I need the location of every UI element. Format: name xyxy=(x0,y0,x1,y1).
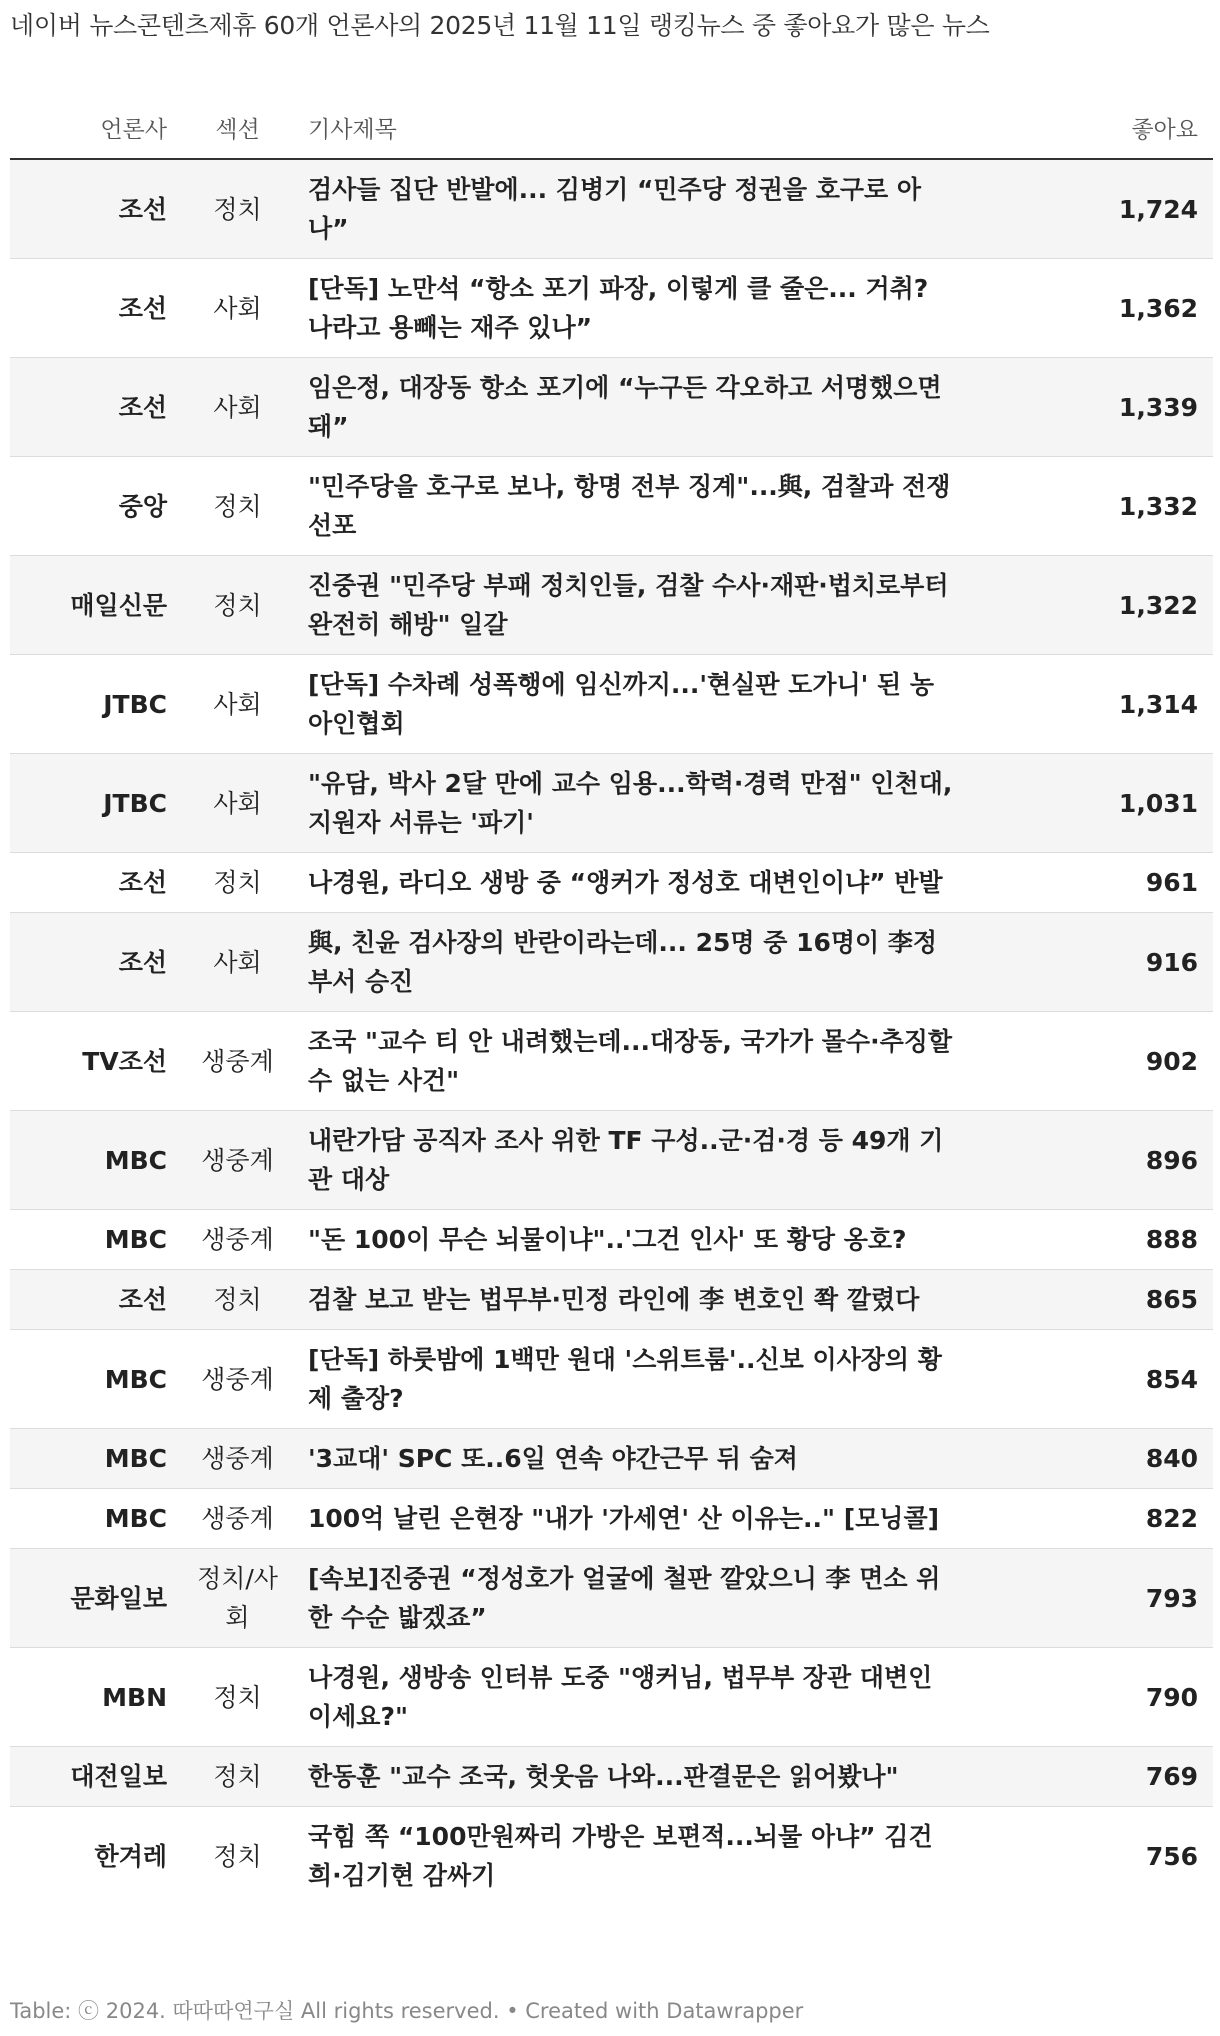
table-row xyxy=(10,1330,1213,1429)
cell-section: 사회 xyxy=(182,358,293,457)
cell-section: 생중계 xyxy=(182,1012,293,1111)
cell-section: 생중계 xyxy=(182,1111,293,1210)
cell-section: 정치 xyxy=(182,1270,293,1330)
table-row xyxy=(10,1210,1213,1270)
cell-press: MBC xyxy=(10,1330,182,1429)
cell-likes: 822 xyxy=(969,1489,1213,1549)
cell-press: 대전일보 xyxy=(10,1747,182,1807)
table-row xyxy=(10,1270,1213,1330)
cell-likes: 769 xyxy=(969,1747,1213,1807)
cell-title: "유담, 박사 2달 만에 교수 임용...학력·경력 만점" 인천대, 지원자 서류는 '파기' xyxy=(293,754,969,853)
cell-press: JTBC xyxy=(10,754,182,853)
cell-title: [단독] 하룻밤에 1백만 원대 '스위트룸'..신보 이사장의 황제 출장? xyxy=(293,1330,969,1429)
cell-title: 나경원, 생방송 인터뷰 도중 "앵커님, 법무부 장관 대변인이세요?" xyxy=(293,1648,969,1747)
cell-section: 정치 xyxy=(182,457,293,556)
cell-press: MBC xyxy=(10,1210,182,1270)
cell-likes: 902 xyxy=(969,1012,1213,1111)
cell-section: 생중계 xyxy=(182,1210,293,1270)
table-row xyxy=(10,1111,1213,1210)
cell-press: 조선 xyxy=(10,1270,182,1330)
cell-section: 생중계 xyxy=(182,1429,293,1489)
table-row xyxy=(10,913,1213,1012)
cell-title: 국힘 쪽 “100만원짜리 가방은 보편적...뇌물 아냐” 김건희·김기현 감싸기 xyxy=(293,1807,969,1906)
table-header-row xyxy=(10,96,1213,159)
cell-title: [단독] 노만석 “항소 포기 파장, 이렇게 클 줄은... 거취? 나라고 용빼는 재주 있나” xyxy=(293,259,969,358)
cell-likes: 916 xyxy=(969,913,1213,1012)
table-footer-credit: Table: ⓒ 2024. 따따따연구실 All rights reserved. • Created with Datawrapper xyxy=(10,1999,804,2023)
cell-press: 조선 xyxy=(10,853,182,913)
cell-section: 사회 xyxy=(182,259,293,358)
cell-press: 조선 xyxy=(10,159,182,259)
cell-title: [단독] 수차례 성폭행에 임신까지...'현실판 도가니' 된 농아인협회 xyxy=(293,655,969,754)
cell-title: 검찰 보고 받는 법무부·민정 라인에 李 변호인 쫙 깔렸다 xyxy=(293,1270,969,1330)
cell-press: 매일신문 xyxy=(10,556,182,655)
table-row xyxy=(10,1747,1213,1807)
cell-likes: 1,362 xyxy=(969,259,1213,358)
cell-press: MBC xyxy=(10,1429,182,1489)
cell-press: TV조선 xyxy=(10,1012,182,1111)
cell-press: 문화일보 xyxy=(10,1549,182,1648)
cell-likes: 896 xyxy=(969,1111,1213,1210)
table-row xyxy=(10,1489,1213,1549)
table-body xyxy=(10,159,1213,1905)
cell-section: 사회 xyxy=(182,754,293,853)
cell-section: 사회 xyxy=(182,655,293,754)
cell-title: 임은정, 대장동 항소 포기에 “누구든 각오하고 서명했으면 돼” xyxy=(293,358,969,457)
cell-section: 생중계 xyxy=(182,1489,293,1549)
table-row xyxy=(10,754,1213,853)
column-header-title[interactable]: 기사제목 xyxy=(293,96,969,159)
table-row xyxy=(10,556,1213,655)
cell-likes: 1,322 xyxy=(969,556,1213,655)
cell-section: 정치 xyxy=(182,1807,293,1906)
cell-likes: 790 xyxy=(969,1648,1213,1747)
table-row xyxy=(10,1648,1213,1747)
table-row xyxy=(10,1549,1213,1648)
cell-section: 정치 xyxy=(182,1648,293,1747)
cell-section: 정치/사회 xyxy=(182,1549,293,1648)
cell-title: 조국 "교수 티 안 내려했는데...대장동, 국가가 몰수·추징할 수 없는 사건" xyxy=(293,1012,969,1111)
cell-press: MBC xyxy=(10,1489,182,1549)
table-row xyxy=(10,655,1213,754)
table-row xyxy=(10,1012,1213,1111)
cell-likes: 756 xyxy=(969,1807,1213,1906)
cell-likes: 1,339 xyxy=(969,358,1213,457)
cell-section: 생중계 xyxy=(182,1330,293,1429)
table-row xyxy=(10,259,1213,358)
column-header-press[interactable]: 언론사 xyxy=(10,96,182,159)
table-row xyxy=(10,1807,1213,1906)
table-row xyxy=(10,853,1213,913)
cell-likes: 793 xyxy=(969,1549,1213,1648)
cell-likes: 888 xyxy=(969,1210,1213,1270)
cell-likes: 961 xyxy=(969,853,1213,913)
cell-title: "돈 100이 무슨 뇌물이냐"..'그건 인사' 또 황당 옹호? xyxy=(293,1210,969,1270)
cell-title: 與, 친윤 검사장의 반란이라는데... 25명 중 16명이 李정부서 승진 xyxy=(293,913,969,1012)
cell-press: MBC xyxy=(10,1111,182,1210)
cell-press: 조선 xyxy=(10,259,182,358)
cell-press: 한겨레 xyxy=(10,1807,182,1906)
table-row xyxy=(10,159,1213,259)
cell-likes: 840 xyxy=(969,1429,1213,1489)
cell-section: 정치 xyxy=(182,159,293,259)
column-header-likes[interactable]: 좋아요 xyxy=(969,96,1213,159)
column-header-section[interactable]: 섹션 xyxy=(182,96,293,159)
cell-press: 조선 xyxy=(10,913,182,1012)
cell-section: 정치 xyxy=(182,853,293,913)
cell-title: 검사들 집단 반발에... 김병기 “민주당 정권을 호구로 아나” xyxy=(293,159,969,259)
cell-title: 진중권 "민주당 부패 정치인들, 검찰 수사·재판·법치로부터 완전히 해방" 일갈 xyxy=(293,556,969,655)
table-row xyxy=(10,358,1213,457)
cell-title: [속보]진중권 “정성호가 얼굴에 철판 깔았으니 李 면소 위한 수순 밟겠죠” xyxy=(293,1549,969,1648)
cell-press: JTBC xyxy=(10,655,182,754)
cell-title: '3교대' SPC 또..6일 연속 야간근무 뒤 숨져 xyxy=(293,1429,969,1489)
page-title: 네이버 뉴스콘텐츠제휴 60개 언론사의 2025년 11월 11일 랭킹뉴스 중 좋아요가 많은 뉴스 xyxy=(10,11,990,40)
cell-section: 정치 xyxy=(182,1747,293,1807)
cell-likes: 854 xyxy=(969,1330,1213,1429)
cell-press: 조선 xyxy=(10,358,182,457)
cell-press: MBN xyxy=(10,1648,182,1747)
cell-section: 정치 xyxy=(182,556,293,655)
cell-likes: 1,724 xyxy=(969,159,1213,259)
cell-likes: 1,332 xyxy=(969,457,1213,556)
cell-likes: 1,031 xyxy=(969,754,1213,853)
cell-section: 사회 xyxy=(182,913,293,1012)
table-row xyxy=(10,457,1213,556)
cell-press: 중앙 xyxy=(10,457,182,556)
ranking-news-table xyxy=(10,96,1213,1905)
cell-likes: 865 xyxy=(969,1270,1213,1330)
cell-title: 내란가담 공직자 조사 위한 TF 구성..군·검·경 등 49개 기관 대상 xyxy=(293,1111,969,1210)
cell-title: 한동훈 "교수 조국, 헛웃음 나와...판결문은 읽어봤나" xyxy=(293,1747,969,1807)
table-row xyxy=(10,1429,1213,1489)
cell-likes: 1,314 xyxy=(969,655,1213,754)
cell-title: 100억 날린 은현장 "내가 '가세연' 산 이유는.." [모닝콜] xyxy=(293,1489,969,1549)
cell-title: 나경원, 라디오 생방 중 “앵커가 정성호 대변인이냐” 반발 xyxy=(293,853,969,913)
cell-title: "민주당을 호구로 보나, 항명 전부 징계"...與, 검찰과 전쟁 선포 xyxy=(293,457,969,556)
